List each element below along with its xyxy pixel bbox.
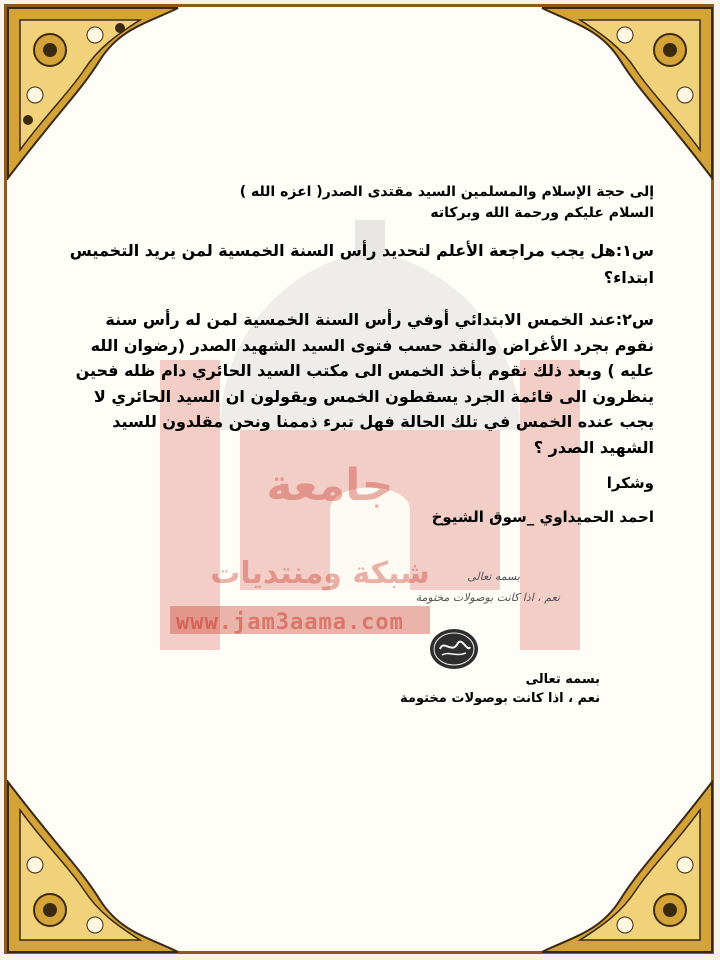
seal-stamp-icon [428,627,480,671]
watermark-site: www.jam3aama.com [176,610,404,635]
watermark-name: جامعة [266,460,394,511]
watermark-subtitle: شبكة ومنتديات [210,556,430,591]
handwritten-answer [360,570,560,615]
answer-line-1: بسمه تعالى [525,672,600,687]
address-line-1: إلى حجة الإسلام والمسلمين السيد مقتدى الصدر( اعزه الله ) [239,184,654,200]
ornament-corner-top-left [0,0,180,180]
typed-answer [300,670,600,708]
thanks-text: وشكرا [606,474,654,492]
handwritten-line-1: بسمه تعالى [467,570,520,583]
letter-body [64,182,654,526]
handwritten-line-2: نعم ، اذا كانت بوصولات مختومة [415,591,560,604]
address-line-2: السلام عليكم ورحمة الله وبركاته [430,205,654,221]
sender-name: احمد الحميداوي _سوق الشيوخ [431,508,654,526]
ornament-corner-top-right [540,0,720,180]
ornament-corner-bottom-right [540,780,720,960]
question-1: س١:هل يجب مراجعة الأعلم لتحديد رأس السنة الخمسية لمن يريد التخميس ابتداء؟ [69,241,654,287]
ornament-corner-bottom-left [0,780,180,960]
answer-line-2: نعم ، اذا كانت بوصولات مختومة [400,691,600,706]
question-2: س٢:عند الخمس الابتدائي أوفي رأس السنة الخمسية لمن له رأس سنة نقوم بجرد الأغراض والنقد حسب فتوى السيد الشهيد الصدر (رضوان الله عليه ) وبعد ذلك نقوم بأخذ الخمس الى مكتب السيد الحائري دام ظله فحين ينظرون الى قائمة الجرد يسقطون الخمس ويقولون ان السيد الحائري لا يجب عنده الخمس في تلك الحالة فهل تبرء ذممنا ونحن مقلدون للسيد الشهيد الصدر ؟ [75,310,654,457]
